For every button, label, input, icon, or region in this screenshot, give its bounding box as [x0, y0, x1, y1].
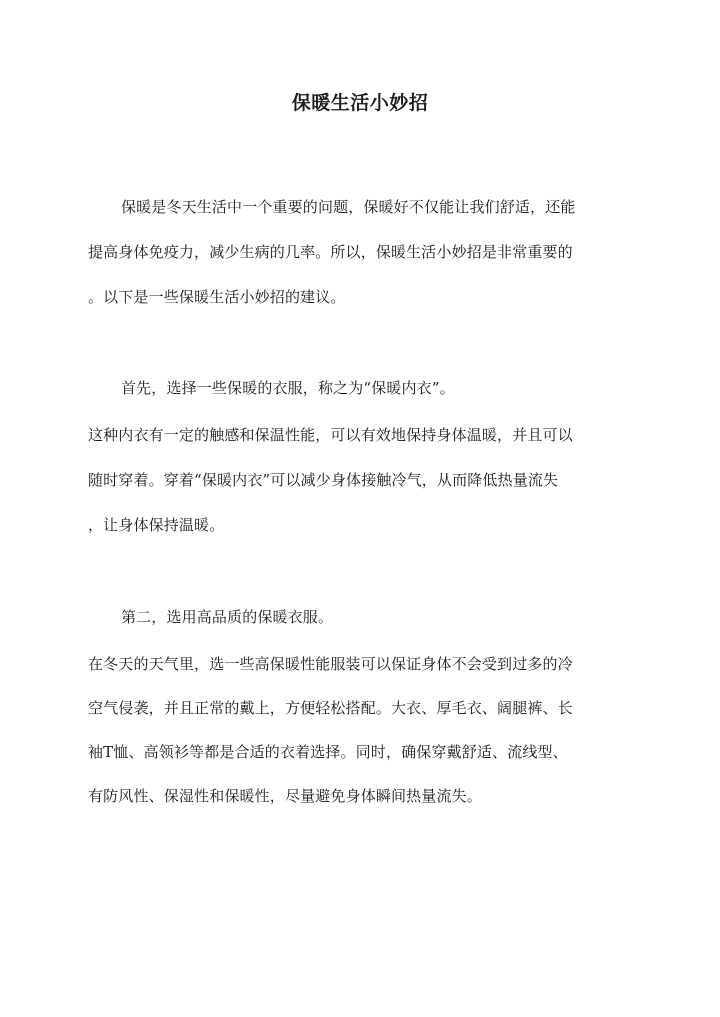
paragraph-2-line-3: 随时穿着。穿着“保暖内衣”可以减少身体接触冷气，从而降低热量流失: [88, 471, 559, 489]
paragraph-2-line-2: 这种内衣有一定的触感和保温性能，可以有效地保持身体温暖，并且可以: [88, 426, 573, 444]
document-title: 保暖生活小妙招: [291, 92, 429, 114]
paragraph-3-line-5: 有防风性、保湿性和保暖性，尽量避免身体瞬间热量流失。: [88, 787, 482, 805]
paragraph-2-line-4: ，让身体保持温暖。: [88, 516, 225, 534]
paragraph-3-line-4: 袖T恤、高领衫等都是合适的衣着选择。同时，确保穿戴舒适、流线型、: [88, 743, 568, 761]
paragraph-3-line-3: 空气侵袭，并且正常的戴上，方便轻松搭配。大衣、厚毛衣、阔腿裤、长: [88, 699, 573, 717]
paragraph-3-line-1: 第二，选用高品质的保暖衣服。: [121, 608, 334, 626]
paragraph-1-line-2: 提高身体免疫力，减少生病的几率。所以，保暖生活小妙招是非常重要的: [88, 243, 573, 261]
paragraph-1-line-3: 。以下是一些保暖生活小妙招的建议。: [88, 288, 346, 306]
paragraph-1-line-1: 保暖是冬天生活中一个重要的问题，保暖好不仅能让我们舒适，还能: [121, 198, 576, 216]
paragraph-2-line-1: 首先，选择一些保暖的衣服，称之为“保暖内衣”。: [121, 379, 455, 397]
paragraph-3-line-2: 在冬天的天气里，选一些高保暖性能服装可以保证身体不会受到过多的冷: [88, 655, 573, 673]
